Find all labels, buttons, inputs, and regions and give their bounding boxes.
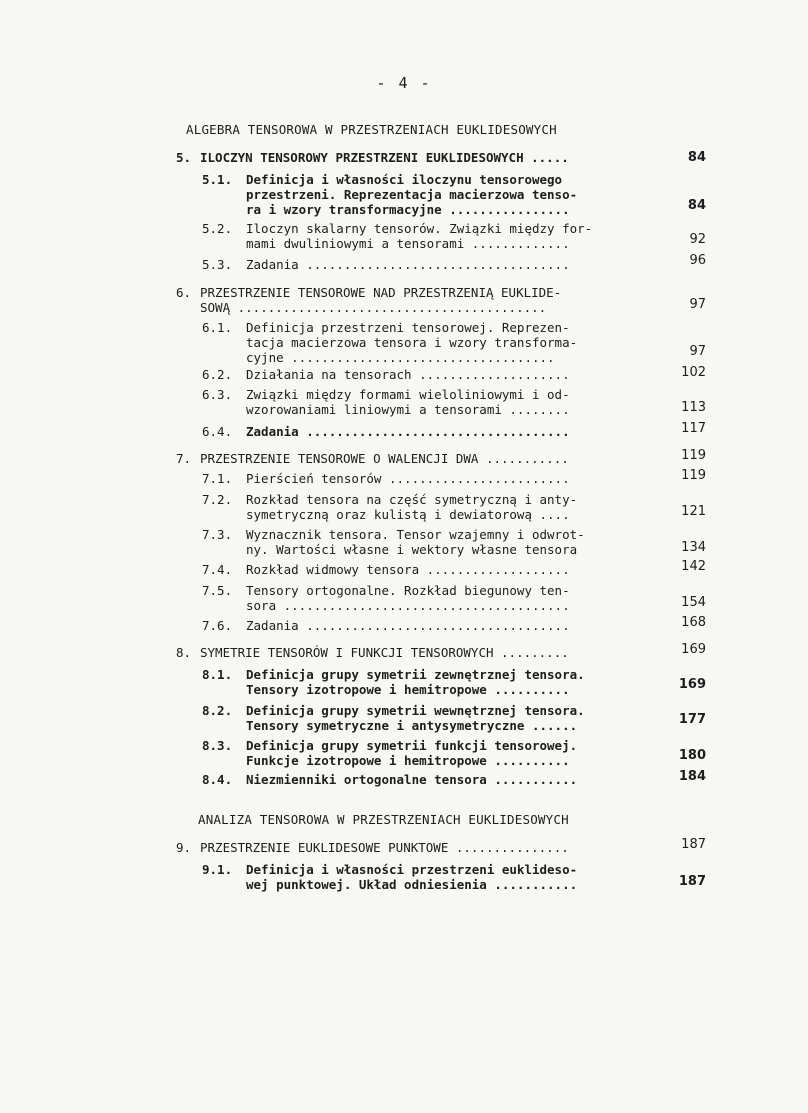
- toc-title: Iloczyn skalarny tensorów. Związki między for- mami dwuliniowymi a tensorami .............: [246, 221, 593, 251]
- toc-title: Pierścień tensorów ........................: [246, 471, 570, 486]
- toc-page: 97: [689, 297, 706, 312]
- toc-title: PRZESTRZENIE EUKLIDESOWE PUNKTOWE ...............: [200, 840, 569, 855]
- toc-page: 168: [681, 615, 706, 630]
- toc-title: Definicja przestrzeni tensorowej. Reprezen- tacja macierzowa tensora i wzory transforma- cyjne ...................................: [246, 320, 578, 365]
- toc-page: 84: [687, 198, 706, 213]
- toc-title: Tensory ortogonalne. Rozkład biegunowy ten- sora ......................................: [246, 583, 570, 613]
- toc-page: 121: [681, 504, 706, 519]
- part-heading-algebra: ALGEBRA TENSOROWA W PRZESTRZENIACH EUKLIDESOWYCH: [186, 122, 557, 137]
- toc-title: Definicja grupy symetrii wewnętrznej tensora. Tensory symetryczne i antysymetryczne ......: [246, 703, 585, 733]
- toc-page: 102: [681, 365, 706, 380]
- toc-title: Zadania ...................................: [246, 618, 570, 633]
- toc-page: 97: [689, 344, 706, 359]
- toc-number: 5.1.: [202, 172, 233, 187]
- toc-title: Rozkład tensora na część symetryczną i anty- symetryczną oraz kulistą i dewiatorową ....: [246, 492, 578, 522]
- toc-number: 8.2.: [202, 703, 233, 718]
- toc-title: Zadania ...................................: [246, 424, 570, 439]
- toc-number: 6.4.: [202, 424, 233, 439]
- toc-page: 184: [678, 769, 706, 784]
- toc-title: Związki między formami wieloliniowymi i od- wzorowaniami liniowymi a tensorami ........: [246, 387, 570, 417]
- toc-page: 117: [681, 421, 706, 436]
- toc-number: 9.: [176, 840, 192, 855]
- toc-page: 169: [678, 677, 706, 692]
- toc-page: 113: [681, 400, 706, 415]
- toc-page: 84: [687, 150, 706, 165]
- toc-page: 187: [678, 874, 706, 889]
- toc-title: Definicja i własności iloczynu tensorowego przestrzeni. Reprezentacja macierzowa tenso- ra i wzory transformacyjne ................: [246, 172, 578, 217]
- toc-number: 7.5.: [202, 583, 233, 598]
- toc-number: 6.3.: [202, 387, 233, 402]
- toc-title: Definicja grupy symetrii zewnętrznej tensora. Tensory izotropowe i hemitropowe ..........: [246, 667, 585, 697]
- toc-number: 7.3.: [202, 527, 233, 542]
- toc-number: 6.: [176, 285, 192, 300]
- toc-number: 9.1.: [202, 862, 233, 877]
- toc-number: 5.: [176, 150, 192, 165]
- toc-page: 177: [678, 712, 706, 727]
- toc-number: 5.2.: [202, 221, 233, 236]
- toc-number: 7.4.: [202, 562, 233, 577]
- page-number: - 4 -: [376, 74, 432, 92]
- toc-page: 154: [681, 595, 706, 610]
- toc-title: Niezmienniki ortogonalne tensora ...........: [246, 772, 578, 787]
- toc-title: SYMETRIE TENSORÓW I FUNKCJI TENSOROWYCH .........: [200, 645, 569, 660]
- toc-page: 96: [689, 253, 706, 268]
- toc-page: 92: [689, 232, 706, 247]
- toc-title: Definicja grupy symetrii funkcji tensorowej. Funkcje izotropowe i hemitropowe ..........: [246, 738, 578, 768]
- toc-title: Działania na tensorach ....................: [246, 367, 570, 382]
- part-heading-analiza: ANALIZA TENSOROWA W PRZESTRZENIACH EUKLIDESOWYCH: [198, 812, 569, 827]
- toc-number: 8.4.: [202, 772, 233, 787]
- toc-title: ILOCZYN TENSOROWY PRZESTRZENI EUKLIDESOWYCH .....: [200, 150, 569, 165]
- toc-number: 8.1.: [202, 667, 233, 682]
- toc-title: PRZESTRZENIE TENSOROWE O WALENCJI DWA ...........: [200, 451, 569, 466]
- toc-number: 6.1.: [202, 320, 233, 335]
- toc-number: 5.3.: [202, 257, 233, 272]
- toc-number: 8.: [176, 645, 192, 660]
- toc-title: Definicja i własności przestrzeni euklideso- wej punktowej. Układ odniesienia ...........: [246, 862, 578, 892]
- toc-page: 142: [681, 559, 706, 574]
- toc-title: Zadania ...................................: [246, 257, 570, 272]
- toc-page: 169: [681, 642, 706, 657]
- toc-number: 7.1.: [202, 471, 233, 486]
- toc-page: 119: [681, 448, 706, 463]
- toc-number: 7.6.: [202, 618, 233, 633]
- toc-page: 180: [678, 748, 706, 763]
- toc-number: 7.: [176, 451, 192, 466]
- toc-number: 7.2.: [202, 492, 233, 507]
- toc-page: 187: [681, 837, 706, 852]
- toc-number: 8.3.: [202, 738, 233, 753]
- toc-number: 6.2.: [202, 367, 233, 382]
- toc-title: Rozkład widmowy tensora ...................: [246, 562, 570, 577]
- toc-page: 134: [681, 540, 706, 555]
- toc-title: Wyznacznik tensora. Tensor wzajemny i odwrot- ny. Wartości własne i wektory własne tensora: [246, 527, 585, 557]
- toc-page: 119: [681, 468, 706, 483]
- toc-title: PRZESTRZENIE TENSOROWE NAD PRZESTRZENIĄ EUKLIDE- SOWĄ .........................................: [200, 285, 562, 315]
